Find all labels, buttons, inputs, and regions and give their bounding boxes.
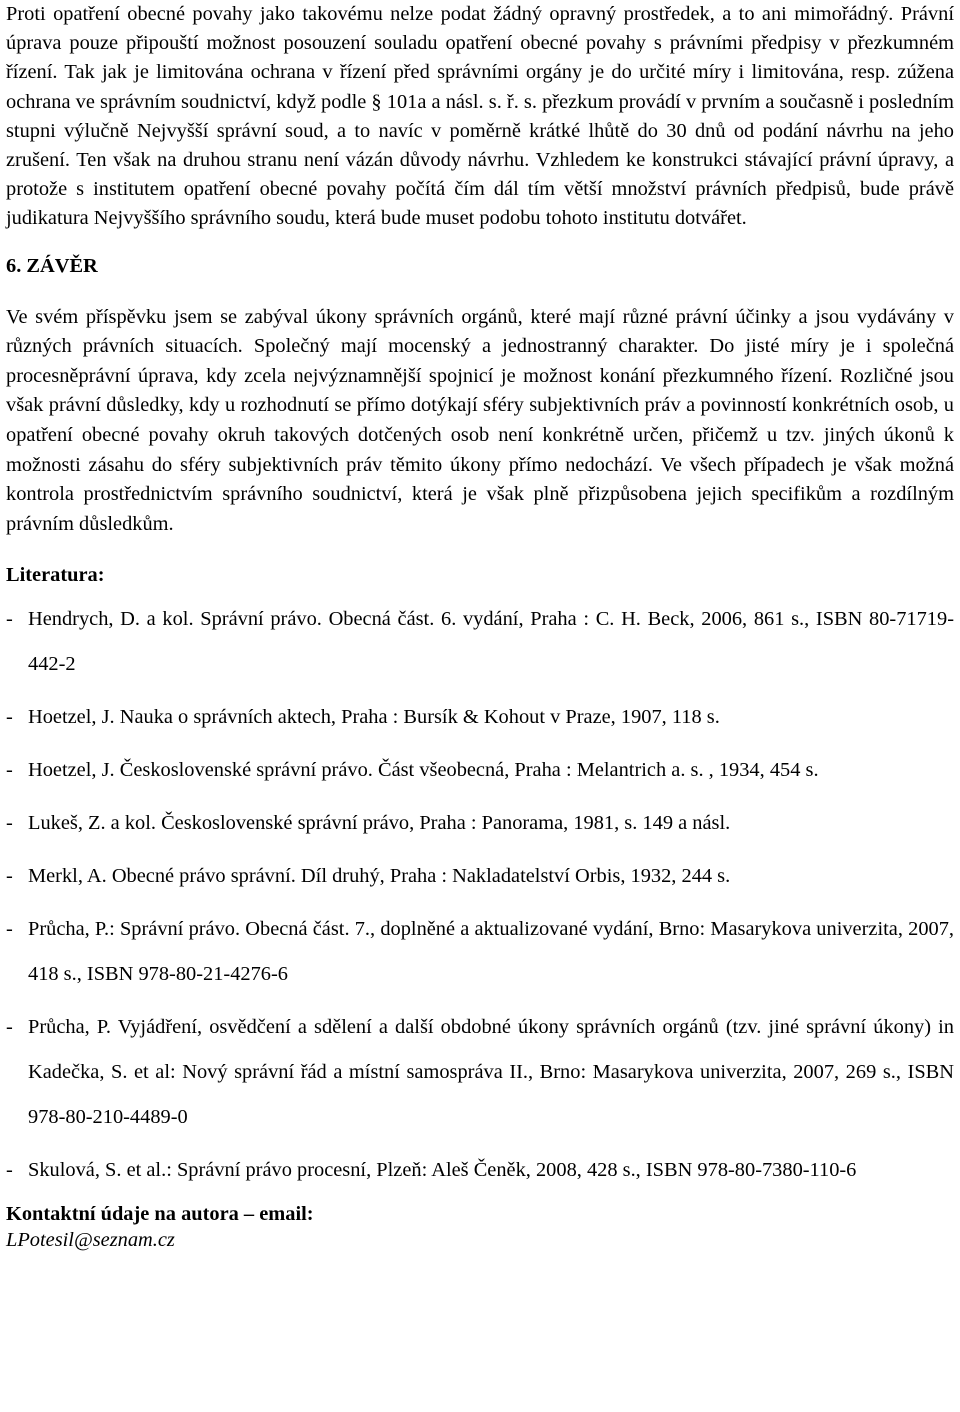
literature-item-text: Skulová, S. et al.: Správní právo procesní, Plzeň: Aleš Čeněk, 2008, 428 s., ISBN 978-80-7380-110-6 xyxy=(28,1159,857,1182)
conclusion-paragraph: Ve svém příspěvku jsem se zabýval úkony správních orgánů, které mají různé právní účinky a jsou vydávány v různých právních situacích. Společný mají mocenský a jednostranný charakter. Do jisté míry je i společná procesněprávní úprava, kdy zcela nejvýznamnější spojnicí je možnost konání přezkumného řízení. Rozličné jsou však právní důsledky, kdy u rozhodnutí se přímo dotýkají sféry subjektivních práv a povinností konkrétních osob, u opatření obecné povahy okruh takových dotčených osob není konkrétně určen, přičemž u tzv. jiných úkonů k možnosti zásahu do sféry subjektivních práv těmito úkony přímo nedochází. Ve všech případech je však možná kontrola prostřednictvím správního soudnictví, která je však plně přizpůsobena jejich specifikům a rozdílným právním důsledkům. xyxy=(6,305,954,535)
literature-item xyxy=(6,695,954,740)
list-bullet: - xyxy=(6,1016,13,1039)
list-bullet: - xyxy=(6,608,13,631)
list-bullet: - xyxy=(6,1159,13,1182)
literature-item xyxy=(6,907,954,997)
literature-item xyxy=(6,854,954,899)
literature-item xyxy=(6,748,954,793)
literature-item-text: Průcha, P.: Správní právo. Obecná část. 7., doplněné a aktualizované vydání, Brno: Masarykova univerzita, 2007, 418 s., ISBN 978-80-21-4276-6 xyxy=(28,918,954,986)
literature-list xyxy=(6,597,954,1193)
literature-item-text: Hoetzel, J. Nauka o správních aktech, Praha : Bursík & Kohout v Praze, 1907, 118 s. xyxy=(28,706,720,729)
section-heading: 6. ZÁVĚR xyxy=(6,254,98,277)
literature-item-text: Hendrych, D. a kol. Správní právo. Obecná část. 6. vydání, Praha : C. H. Beck, 2006, 861 s., ISBN 80-71719-442-2 xyxy=(28,608,954,676)
literature-heading: Literatura: xyxy=(6,564,105,587)
literature-item xyxy=(6,1005,954,1140)
literature-item xyxy=(6,1148,954,1193)
literature-item-text: Hoetzel, J. Československé správní právo. Část všeobecná, Praha : Melantrich a. s. , 1934, 454 s. xyxy=(28,759,819,782)
list-bullet: - xyxy=(6,759,13,782)
list-bullet: - xyxy=(6,812,13,835)
literature-item xyxy=(6,597,954,687)
list-bullet: - xyxy=(6,865,13,888)
list-bullet: - xyxy=(6,918,13,941)
contact-heading: Kontaktní údaje na autora – email: xyxy=(6,1203,314,1226)
literature-item-text: Průcha, P. Vyjádření, osvědčení a sdělení a další obdobné úkony správních orgánů (tzv. jiné správní úkony) in Kadečka, S. et al: Nový správní řád a místní samospráva II., Brno: Masarykova univerzita, 2007, 269 s., ISBN 978-80-210-4489-0 xyxy=(28,1016,954,1129)
literature-item-text: Merkl, A. Obecné právo správní. Díl druhý, Praha : Nakladatelství Orbis, 1932, 244 s. xyxy=(28,865,731,888)
literature-item-text: Lukeš, Z. a kol. Československé správní právo, Praha : Panorama, 1981, s. 149 a násl. xyxy=(28,812,731,835)
literature-item xyxy=(6,801,954,846)
list-bullet: - xyxy=(6,706,13,729)
body-paragraph: Proti opatření obecné povahy jako takovému nelze podat žádný opravný prostředek, a to ani mimořádný. Právní úprava pouze připouští možnost posouzení souladu opatření obecné povahy s právními předpisy v přezkumném řízení. Tak jak je limitována ochrana v řízení před správními orgány je do určité míry i limitována, resp. zúžena ochrana ve správním soudnictví, když podle § 101a a násl. s. ř. s. přezkum provádí v prvním a současně i posledním stupni výlučně Nejvyšší správní soud, a to navíc v poměrně krátké lhůtě do 30 dnů od podání návrhu na jeho zrušení. Ten však na druhou stranu není vázán důvody návrhu. Vzhledem ke konstrukci stávající právní úpravy, a protože s institutem opatření obecné povahy počítá čím dál tím větší množství právních předpisů, bude právě judikatura Nejvyššího správního soudu, která bude muset podobu tohoto institutu dotvářet. xyxy=(6,3,954,230)
author-email: LPotesil@seznam.cz xyxy=(6,1229,175,1252)
